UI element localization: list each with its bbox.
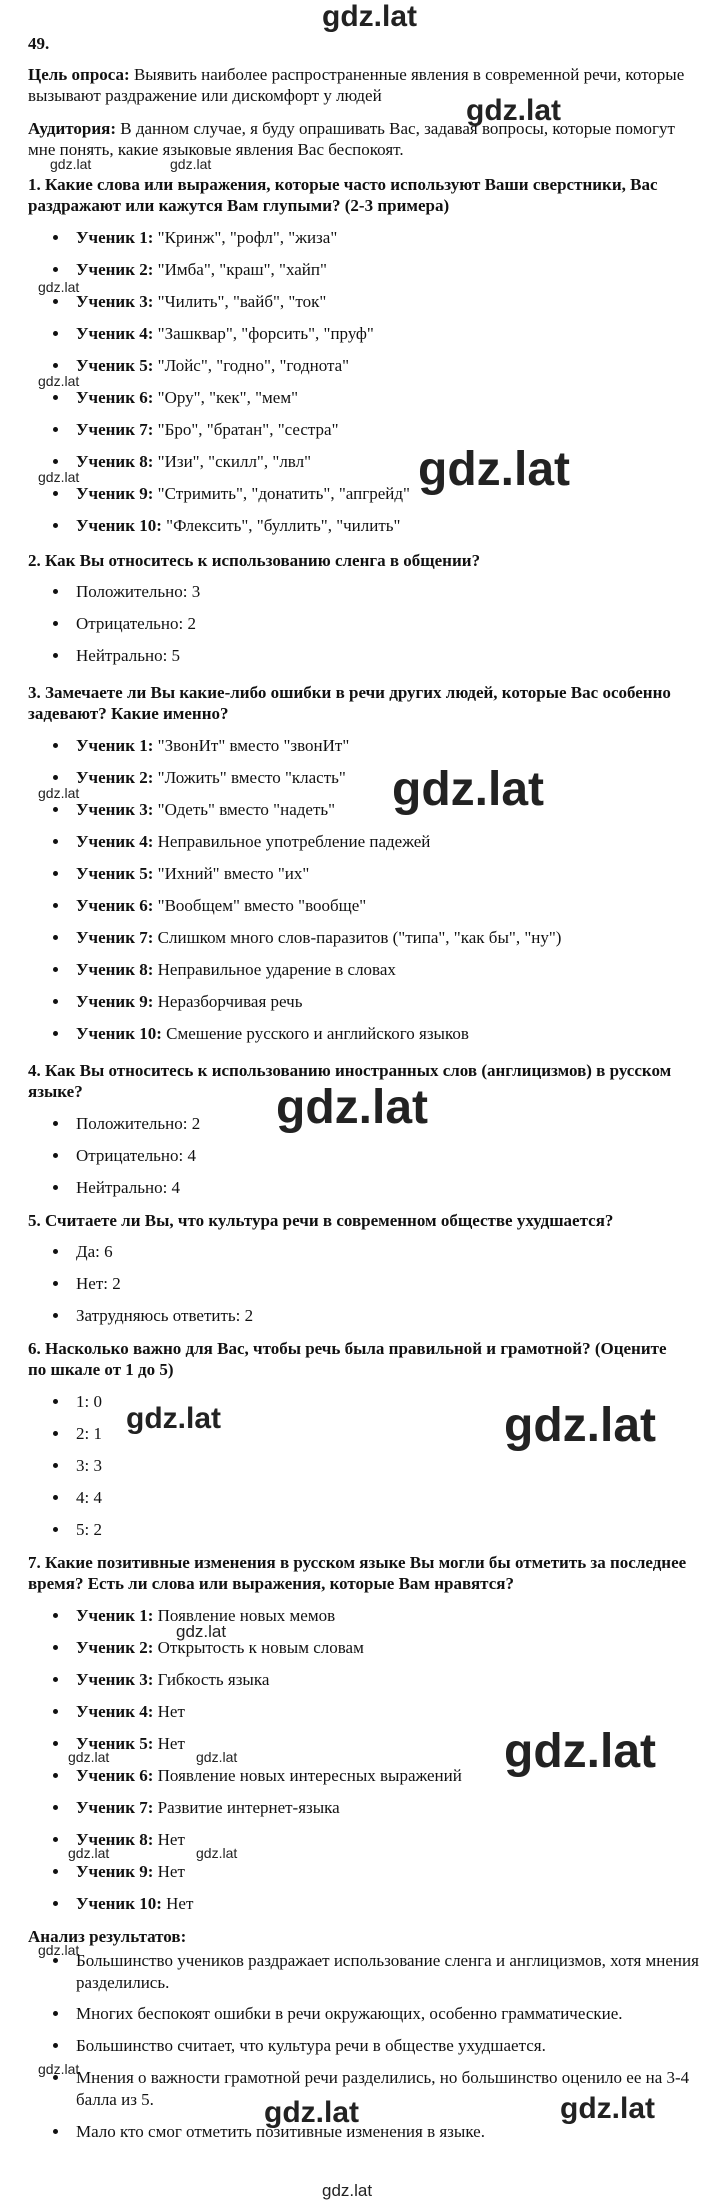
answer-item: [70, 478, 410, 510]
watermark: gdz.lat: [264, 2096, 359, 2129]
audience-label: Аудитория:: [28, 119, 116, 138]
answer-item: [70, 1792, 462, 1824]
answer-item: • 2: 1: [70, 1418, 102, 1450]
goal-label: Цель опроса:: [28, 65, 130, 84]
watermark: gdz.lat: [68, 1845, 110, 1861]
survey-audience: [28, 118, 688, 160]
watermark: gdz.lat: [38, 279, 80, 295]
answer-item: • 5: 2: [70, 1514, 102, 1546]
student-label: Ученик 9:: [76, 992, 154, 1011]
student-label: Ученик 2:: [76, 1638, 154, 1657]
student-label: Ученик 1:: [76, 1606, 154, 1625]
student-label: Ученик 7:: [76, 928, 154, 947]
answer-item: [70, 1728, 462, 1760]
student-label: Ученик 4:: [76, 1702, 154, 1721]
answer-text: "Лойс", "годно", "годнота": [153, 356, 350, 375]
watermark: gdz.lat: [392, 763, 544, 816]
analysis-item: • Многих беспокоят ошибки в речи окружающих, особенно грамматические.: [70, 2003, 710, 2025]
student-label: Ученик 3:: [76, 800, 154, 819]
watermark: gdz.lat: [38, 2061, 80, 2077]
answer-item: • 1: 0: [70, 1386, 102, 1418]
survey-goal: [28, 64, 688, 106]
watermark: gdz.lat: [276, 1081, 428, 1134]
question-7-title: 7. Какие позитивные изменения в русском языке Вы могли бы отметить за последнее время? Есть ли слова или выражения, которые Вам нравятся?: [28, 1553, 687, 1593]
answer-item: • Положительно: 2: [70, 1108, 200, 1140]
answer-text: Неразборчивая речь: [153, 992, 303, 1011]
watermark: gdz.lat: [68, 1749, 110, 1765]
student-label: Ученик 4:: [76, 832, 154, 851]
answer-text: "Одеть" вместо "надеть": [153, 800, 336, 819]
watermark: gdz.lat: [38, 785, 80, 801]
answer-text: "Стримить", "донатить", "апгрейд": [153, 484, 410, 503]
student-label: Ученик 6:: [76, 896, 154, 915]
answer-item: [70, 1018, 561, 1050]
answer-item: • Отрицательно: 2: [70, 608, 200, 640]
answer-item: [70, 414, 410, 446]
answer-item: [70, 382, 410, 414]
student-label: Ученик 2:: [76, 768, 154, 787]
audience-text: В данном случае, я буду опрашивать Вас, задавая вопросы, которые помогут мне понять, какие языковые явления Вас беспокоят.: [28, 119, 675, 159]
watermark: gdz.lat: [322, 2181, 373, 2200]
answer-item: [70, 318, 410, 350]
watermark: gdz.lat: [504, 1725, 656, 1778]
answer-text: "Изи", "скилл", "лвл": [153, 452, 312, 471]
student-label: Ученик 10:: [76, 1894, 162, 1913]
answer-text: "Кринж", "рофл", "жиза": [153, 228, 338, 247]
student-label: Ученик 1:: [76, 228, 154, 247]
answer-item: [70, 730, 561, 762]
goal-text: Выявить наиболее распространенные явления в современной речи, которые вызывают раздражение или дискомфорт у людей: [28, 65, 685, 105]
student-label: Ученик 8:: [76, 960, 154, 979]
answer-text: "Имба", "краш", "хайп": [153, 260, 327, 279]
student-label: Ученик 3:: [76, 292, 154, 311]
answer-item: [70, 1696, 462, 1728]
student-label: Ученик 4:: [76, 324, 154, 343]
question-4-answers: [48, 1108, 200, 1204]
answer-text: Появление новых мемов: [153, 1606, 336, 1625]
watermark: gdz.lat: [504, 1399, 656, 1452]
answer-item: • Нейтрально: 4: [70, 1172, 200, 1204]
watermark: gdz.lat: [322, 0, 417, 33]
answer-item: • Да: 6: [70, 1236, 253, 1268]
question-1-title: 1. Какие слова или выражения, которые часто используют Ваши сверстники, Вас раздражают или кажутся Вам глупыми? (2-3 примера): [28, 175, 658, 215]
student-label: Ученик 8:: [76, 1830, 154, 1849]
answer-text: Нет: [161, 1894, 194, 1913]
answer-text: Появление новых интересных выражений: [153, 1766, 462, 1785]
question-2-title: 2. Как Вы относитесь к использованию сленга в общении?: [28, 551, 481, 570]
answer-text: "Вообщем" вместо "вообще": [153, 896, 367, 915]
analysis-title: Анализ результатов:: [28, 1927, 187, 1946]
answer-item: [70, 1760, 462, 1792]
answer-item: [70, 1824, 462, 1856]
answer-text: Слишком много слов-паразитов ("типа", "как бы", "ну"): [153, 928, 562, 947]
student-label: Ученик 6:: [76, 388, 154, 407]
student-label: Ученик 6:: [76, 1766, 154, 1785]
answer-item: [70, 446, 410, 478]
answer-item: • Отрицательно: 4: [70, 1140, 200, 1172]
answer-text: Открытость к новым словам: [153, 1638, 364, 1657]
answer-item: [70, 1632, 462, 1664]
student-label: Ученик 9:: [76, 484, 154, 503]
answer-text: Развитие интернет-языка: [153, 1798, 340, 1817]
answer-item: • 4: 4: [70, 1482, 102, 1514]
watermark: gdz.lat: [38, 1942, 80, 1958]
student-label: Ученик 9:: [76, 1862, 154, 1881]
answer-text: "ЗвонИт" вместо "звонИт": [153, 736, 350, 755]
answer-item: [70, 1600, 462, 1632]
question-1-answers: [48, 222, 410, 542]
student-label: Ученик 10:: [76, 516, 162, 535]
watermark: gdz.lat: [196, 1749, 238, 1765]
watermark: gdz.lat: [50, 156, 92, 172]
student-label: Ученик 10:: [76, 1024, 162, 1043]
answer-item: [70, 286, 410, 318]
answer-item: [70, 350, 410, 382]
answer-text: Нет: [153, 1702, 185, 1721]
answer-text: "Бро", "братан", "сестра": [153, 420, 339, 439]
watermark: gdz.lat: [176, 1622, 227, 1641]
answer-item: [70, 222, 410, 254]
answer-item: • Затрудняюсь ответить: 2: [70, 1300, 253, 1332]
question-4-title: 4. Как Вы относитесь к использованию иностранных слов (англицизмов) в русском языке?: [28, 1061, 672, 1101]
answer-text: "Ору", "кек", "мем": [153, 388, 299, 407]
answer-text: "Ложить" вместо "класть": [153, 768, 346, 787]
watermark: gdz.lat: [170, 156, 212, 172]
student-label: Ученик 7:: [76, 1798, 154, 1817]
question-2-answers: [48, 576, 200, 672]
task-number: 49.: [28, 34, 50, 53]
watermark: gdz.lat: [466, 94, 561, 127]
answer-text: Смешение русского и английского языков: [161, 1024, 469, 1043]
answer-item: [70, 858, 561, 890]
student-label: Ученик 1:: [76, 736, 154, 755]
question-5-title: 5. Считаете ли Вы, что культура речи в современном обществе ухудшается?: [28, 1211, 614, 1230]
student-label: Ученик 5:: [76, 1734, 154, 1753]
student-label: Ученик 5:: [76, 356, 154, 375]
answer-item: [70, 986, 561, 1018]
analysis-item: • Большинство считает, что культура речи в обществе ухудшается.: [70, 2035, 710, 2057]
watermark: gdz.lat: [38, 373, 80, 389]
student-label: Ученик 7:: [76, 420, 154, 439]
answer-item: • Нейтрально: 5: [70, 640, 200, 672]
answer-text: Нет: [153, 1734, 185, 1753]
student-label: Ученик 8:: [76, 452, 154, 471]
analysis-item: • Мало кто смог отметить позитивные изменения в языке.: [70, 2121, 710, 2143]
answer-item: • Нет: 2: [70, 1268, 253, 1300]
question-5-answers: [48, 1236, 253, 1332]
question-6-answers: [48, 1386, 102, 1546]
answer-item: [70, 954, 561, 986]
answer-item: [70, 1856, 462, 1888]
watermark: gdz.lat: [126, 1402, 221, 1435]
analysis-item: • Большинство учеников раздражает использование сленга и англицизмов, хотя мнения разделились.: [70, 1950, 710, 1994]
answer-item: [70, 890, 561, 922]
answer-text: "Флексить", "буллить", "чилить": [161, 516, 401, 535]
watermark: gdz.lat: [196, 1845, 238, 1861]
watermark: gdz.lat: [38, 469, 80, 485]
watermark: gdz.lat: [560, 2092, 655, 2125]
question-3-title: 3. Замечаете ли Вы какие-либо ошибки в речи других людей, которые Вас особенно задевают? Какие именно?: [28, 683, 671, 723]
answer-item: [70, 1888, 462, 1920]
student-label: Ученик 2:: [76, 260, 154, 279]
watermark: gdz.lat: [418, 443, 570, 496]
answer-item: [70, 254, 410, 286]
answer-text: Нет: [153, 1862, 185, 1881]
answer-item: • 3: 3: [70, 1450, 102, 1482]
answer-text: "Чилить", "вайб", "ток": [153, 292, 327, 311]
answer-item: [70, 510, 410, 542]
answer-text: "Ихний" вместо "их": [153, 864, 310, 883]
answer-text: "Зашквар", "форсить", "пруф": [153, 324, 374, 343]
answer-text: Нет: [153, 1830, 185, 1849]
question-7-answers: [48, 1600, 462, 1920]
answer-item: [70, 826, 561, 858]
answer-text: Неправильное ударение в словах: [153, 960, 396, 979]
answer-item: [70, 1664, 462, 1696]
student-label: Ученик 5:: [76, 864, 154, 883]
analysis-item: • Мнения о важности грамотной речи разделились, но большинство оценило ее на 3-4 балла из 5.: [70, 2067, 710, 2111]
answer-text: Неправильное употребление падежей: [153, 832, 431, 851]
answer-item: • Положительно: 3: [70, 576, 200, 608]
student-label: Ученик 3:: [76, 1670, 154, 1689]
question-6-title: 6. Насколько важно для Вас, чтобы речь была правильной и грамотной? (Оцените по шкале от 1 до 5): [28, 1339, 667, 1379]
answer-item: [70, 922, 561, 954]
answer-text: Гибкость языка: [153, 1670, 270, 1689]
